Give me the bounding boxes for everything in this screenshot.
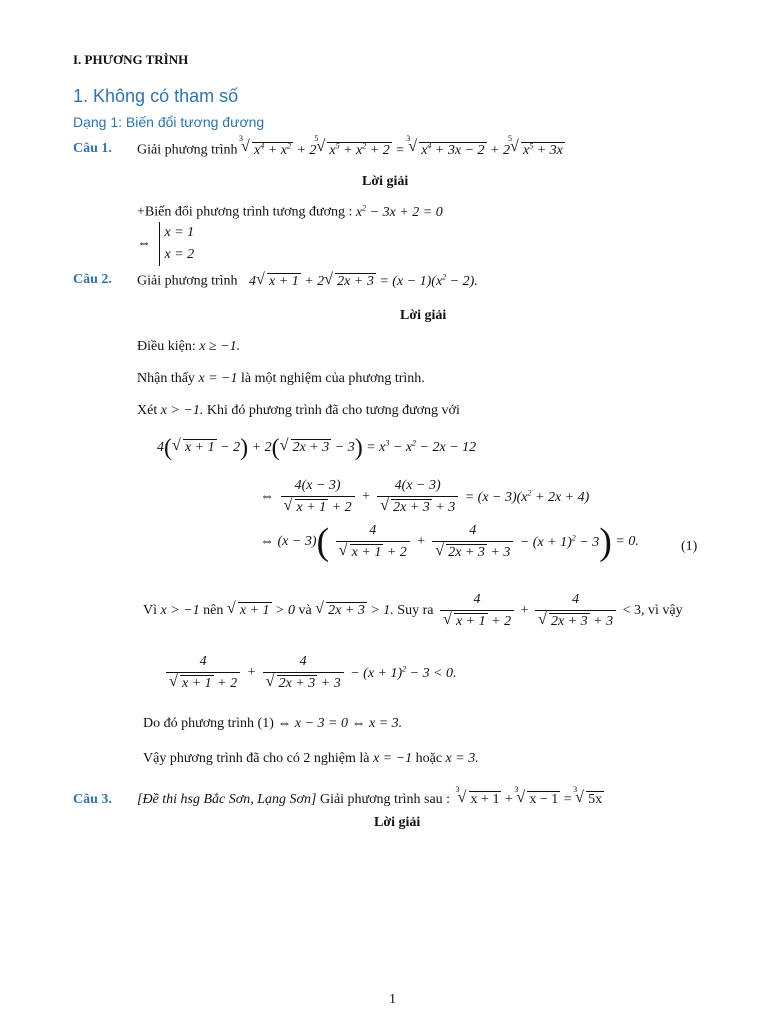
heading-1: 1. Không có tham số bbox=[73, 86, 239, 106]
q2-note1: Nhận thấy x = −1 là một nghiệm của phương trình. bbox=[137, 371, 425, 386]
q1-root-1: x = 1 bbox=[164, 225, 195, 240]
q1-roots: ⇔ x = 1 x = 2 bbox=[137, 222, 194, 266]
q3-source: [Đề thi hsg Bắc Sơn, Lạng Sơn] bbox=[137, 792, 317, 807]
q2-conclude-2: Vậy phương trình đã cho có 2 nghiệm là x = −1 hoặc x = 3. bbox=[143, 751, 479, 766]
q1-label: Câu 1. bbox=[73, 141, 112, 156]
q2-consider: Xét x > −1. Khi đó phương trình đã cho tương đương với bbox=[137, 403, 460, 418]
q1-solution-title: Lời giải bbox=[362, 174, 409, 189]
q3-statement: [Đề thi hsg Bắc Sơn, Lạng Sơn] Giải phương trình sau : √ 3 x + 1 + √ 3 x − 1 = √ 3 5x bbox=[137, 792, 604, 808]
q2-solution-title: Lời giải bbox=[400, 308, 447, 323]
page-number: 1 bbox=[389, 992, 396, 1007]
q2-statement: Giải phương trình 4√ x + 1 + 2√ $2x + 3 = (x - 1)(x^2 - 2)$. bbox=[137, 272, 478, 290]
heading-2: Dạng 1: Biến đổi tương đương bbox=[73, 114, 265, 130]
q2-eq-number: (1) bbox=[681, 539, 698, 554]
q3-solution-title: Lời giải bbox=[374, 815, 421, 830]
q2-eq-1: 4(√ x + 1 − 2) + 2(√ $2x + 3 - 3) = x^3 - x^2 - 2x - 12$ bbox=[157, 436, 476, 460]
q1-statement bbox=[137, 134, 565, 159]
q1-equation: √ 3 $x^4 + x^2 + 2$ √ 5 $x^5 + x^2 + 2$ = √ 3 $x^4 + 3x - 2 + 2$ √ 5 $x^5 + 3x$ bbox=[241, 143, 565, 158]
q3-prompt: Giải phương trình sau : bbox=[319, 792, 451, 807]
q2-because: Vì x > −1 nên √ x + 1 > 0 và √ 2x + 3 > 1. Suy ra 4 √ x + 1 + 2 + 4 √ 2x + 3 + 3 < 3, vì vậy bbox=[143, 592, 683, 630]
section-title: I. PHƯƠNG TRÌNH bbox=[73, 52, 189, 67]
q3-label: Câu 3. bbox=[73, 792, 112, 807]
q2-label: Câu 2. bbox=[73, 272, 112, 287]
q2-inequality: 4 √ x + 1 + 2 + 4 √ 2x + 3 + 3 − $(x + 1)^2 - 3 < 0$. bbox=[163, 654, 457, 692]
q2-condition: Điều kiện: x ≥ −1. bbox=[137, 339, 241, 354]
q2-eq-2: ⇔ 4(x − 3) √ x + 1 + 2 + 4(x − 3) √ 2x + 3 + 3 = $(x - 3)(x^2 + 2x + 4)$ bbox=[260, 478, 589, 516]
q1-prompt: Giải phương trình bbox=[137, 142, 238, 158]
q2-conclude-1: Do đó phương trình (1) ⇔ x − 3 = 0 ⇔ x = 3. bbox=[143, 716, 403, 731]
q1-root-2: x = 2 bbox=[164, 247, 195, 262]
q1-step1: +Biến đổi phương trình tương đương : $x^2 - 3x + 2 = 0$ bbox=[137, 203, 443, 220]
q2-eq-3: ⇔ (x − 3)( 4 √ x + 1 + 2 + 4 √ 2x + 3 + 3 − $(x + 1)^2 - 3) = 0$. bbox=[260, 523, 639, 561]
